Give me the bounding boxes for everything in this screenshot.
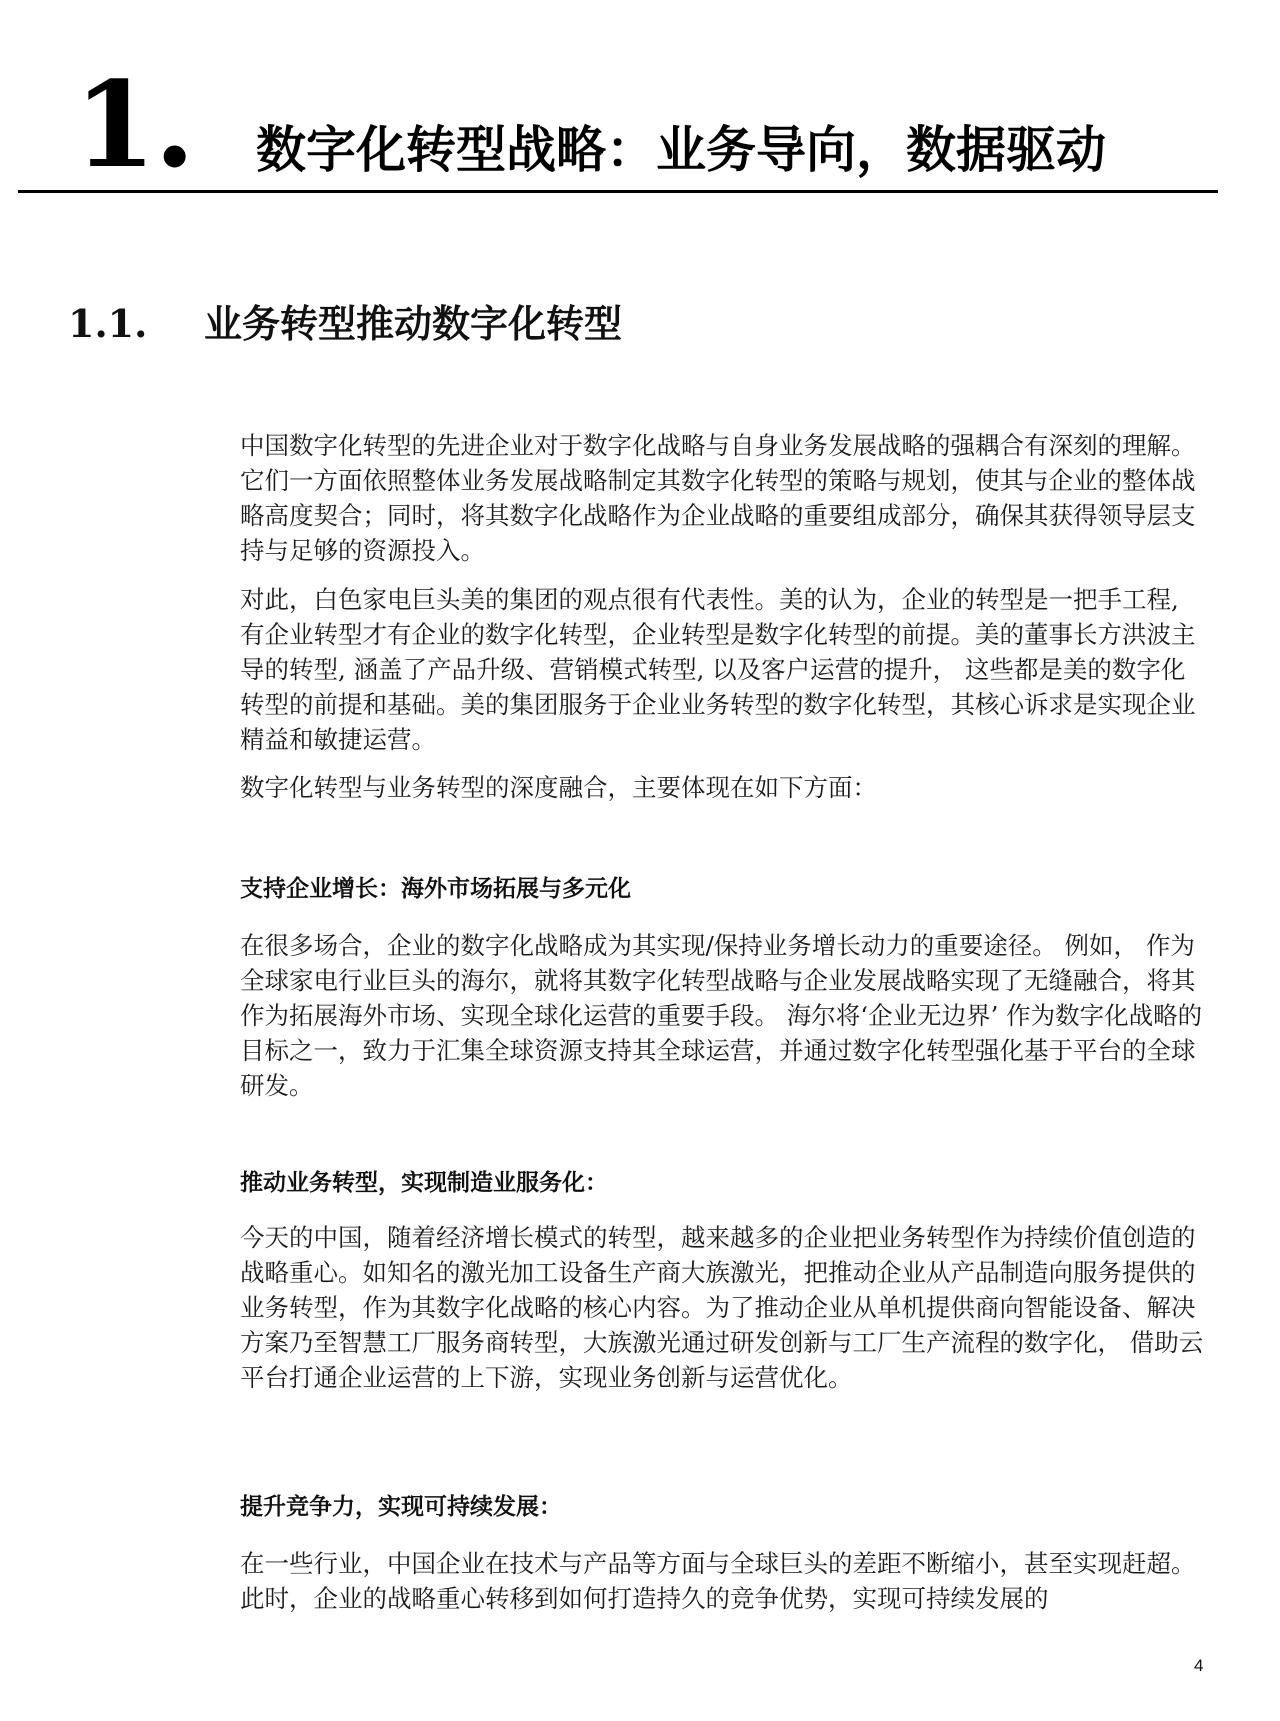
section-header <box>68 296 1168 356</box>
section-number: 1.1. <box>68 301 148 346</box>
intro-paragraph-2: 对此，白色家电巨头美的集团的观点很有代表性。美的认为，企业的转型是一把手工程, 有企业转型才有企业的数字化转型，企业转型是数字化转型的前提。美的董事长方洪波主导的转型, 涵盖了产品升级、营销模式转型, 以及客户运营的提升， 这些都是美的数字化转型的前提和基础。美的集团服务于企业业务转型的数字化转型，其核心诉求是实现企业精益和敏捷运营。 <box>240 585 1196 754</box>
chapter-header <box>18 55 1218 194</box>
subsection-text-servitization: 今天的中国，随着经济增长模式的转型，越来越多的企业把业务转型作为持续价值创造的战略重心。如知名的激光加工设备生产商大族激光，把推动企业从产品制造向服务提供的业务转型，作为其数字化战略的核心内容。为了推动企业从单机提供商向智能设备、解决方案乃至智慧工厂服务商转型，大族激光通过研发创新与工厂生产流程的数字化， 借助云平台打通企业运营的上下游，实现业务创新与运营优化。 <box>240 1223 1204 1392</box>
chapter-number: 1. <box>74 55 194 194</box>
subsection-text-competitiveness: 在一些行业，中国企业在技术与产品等方面与全球巨头的差距不断缩小，甚至实现赶超。此时，企业的战略重心转移到如何打造持久的竞争优势，实现可持续发展的 <box>240 1549 1196 1613</box>
chapter-title: 数字化转型战略：业务导向，数据驱动 <box>256 121 1106 179</box>
subsection-heading-growth: 支持企业增长：海外市场拓展与多元化 <box>240 876 631 902</box>
section-title: 业务转型推动数字化转型 <box>204 302 623 346</box>
page-number: 4 <box>1194 1656 1204 1675</box>
subsection-heading-competitiveness: 提升竞争力，实现可持续发展： <box>240 1494 562 1520</box>
intro-paragraph-1: 中国数字化转型的先进企业对于数字化战略与自身业务发展战略的强耦合有深刻的理解。它们一方面依照整体业务发展战略制定其数字化转型的策略与规划，使其与企业的整体战略高度契合；同时，将其数字化战略作为企业战略的重要组成部分，确保其获得领导层支持与足够的资源投入。 <box>240 431 1196 565</box>
subsection-text-growth: 在很多场合，企业的数字化战略成为其实现/保持业务增长动力的重要途径。 例如， 作为全球家电行业巨头的海尔，就将其数字化转型战略与企业发展战略实现了无缝融合，将其作为拓展海外市场、实现全球化运营的重要手段。 海尔将‘企业无边界’ 作为数字化战略的目标之一，致力于汇集全球资源支持其全球运营，并通过数字化转型强化基于平台的全球研发。 <box>240 931 1203 1100</box>
subsection-heading-servitization: 推动业务转型，实现制造业服务化： <box>240 1170 608 1196</box>
intro-paragraph-3: 数字化转型与业务转型的深度融合，主要体现在如下方面： <box>240 773 877 802</box>
